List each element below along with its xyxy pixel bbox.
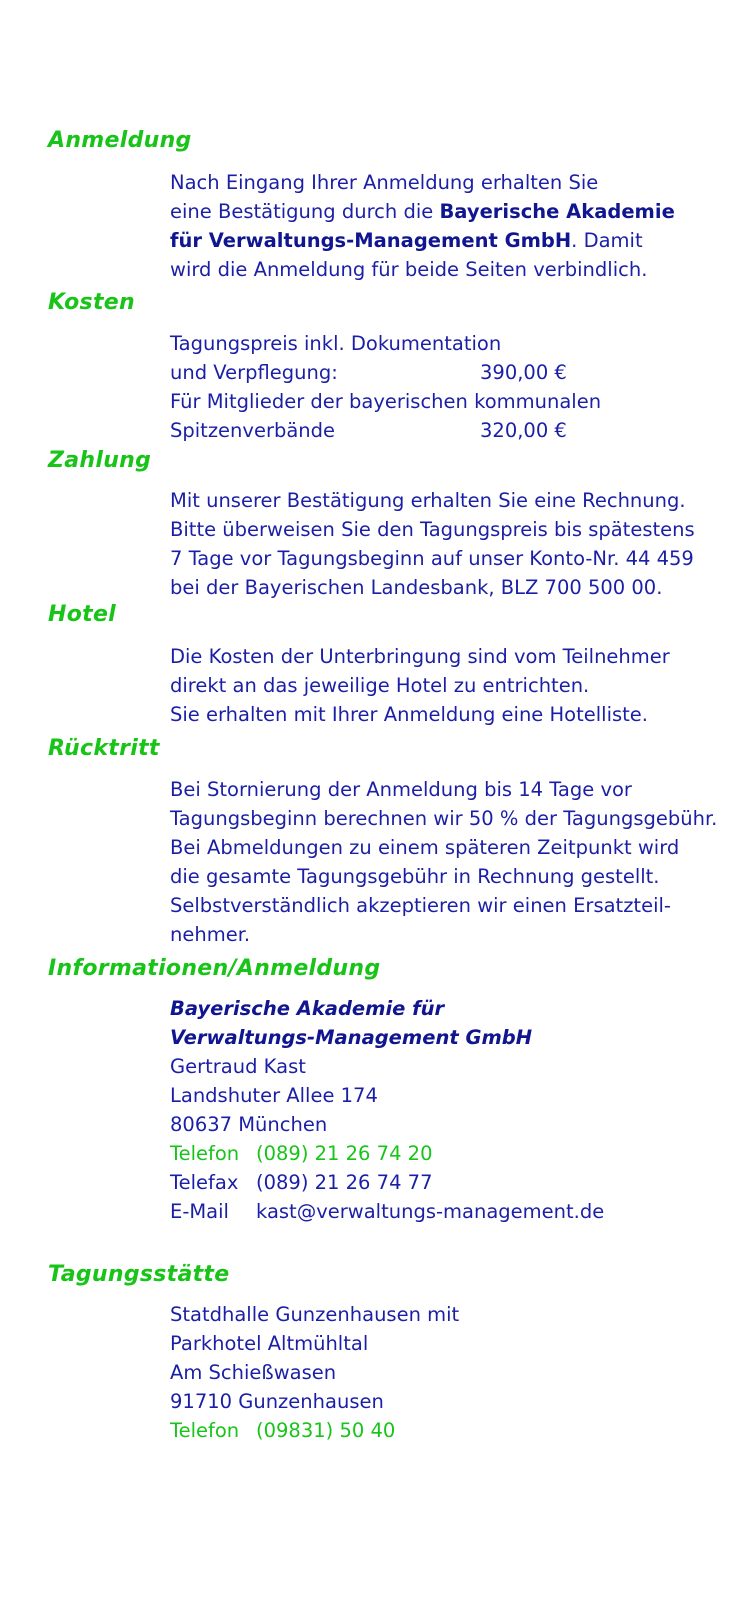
- contact-street: Landshuter Allee 174: [170, 1084, 378, 1107]
- venue-line-2: Parkhotel Altmühltal: [170, 1332, 369, 1355]
- organisation-name-line-2: Verwaltungs-Management GmbH: [170, 1026, 533, 1049]
- anmeldung-line-2: [170, 197, 720, 226]
- anmeldung-line-1: Nach Eingang Ihrer Anmeldung erhalten Sie: [170, 171, 599, 194]
- email-link[interactable]: kast@verwaltungs-management.de: [256, 1200, 605, 1223]
- venue-street: Am Schießwasen: [170, 1361, 337, 1384]
- price-value-standard: 390,00 €: [480, 361, 567, 384]
- section-body-kosten: [170, 329, 720, 445]
- contact-fax-row: [170, 1168, 720, 1197]
- phone-label: Telefon: [170, 1142, 240, 1165]
- venue-city: 91710 Gunzenhausen: [170, 1390, 384, 1413]
- section-heading-zahlung: Zahlung: [48, 448, 152, 473]
- price-row-members: [170, 416, 720, 445]
- hotel-line: Sie erhalten mit Ihrer Anmeldung eine Hotelliste.: [170, 703, 648, 726]
- section-body-zahlung: [170, 486, 720, 602]
- kosten-line-3: Für Mitglieder der bayerischen kommunalen: [170, 390, 602, 413]
- section-body-ruecktritt: [170, 775, 720, 949]
- ruecktritt-line: die gesamte Tagungsgebühr in Rechnung gestellt.: [170, 865, 660, 888]
- venue-phone-row: [170, 1416, 720, 1445]
- venue-line-1: Statdhalle Gunzenhausen mit: [170, 1303, 460, 1326]
- hotel-line: direkt an das jeweilige Hotel zu entrichten.: [170, 674, 590, 697]
- ruecktritt-line: Tagungsbeginn berechnen wir 50 % der Tagungsgebühr.: [170, 807, 718, 830]
- section-heading-ruecktritt: Rücktritt: [48, 736, 160, 761]
- phone-value[interactable]: (089) 21 26 74 20: [256, 1142, 433, 1165]
- section-heading-kosten: Kosten: [48, 290, 135, 315]
- anmeldung-line-3: [170, 226, 720, 255]
- section-body-anmeldung: [170, 168, 720, 284]
- venue-phone-value[interactable]: (09831) 50 40: [256, 1419, 396, 1442]
- section-body-informationen: [170, 994, 720, 1226]
- zahlung-line: Mit unserer Bestätigung erhalten Sie eine Rechnung.: [170, 489, 686, 512]
- academy-name-part-1: Bayerische Akademie: [439, 200, 675, 223]
- zahlung-line: bei der Bayerischen Landesbank, BLZ 700 500 00.: [170, 576, 663, 599]
- contact-phone-row: [170, 1139, 720, 1168]
- section-heading-hotel: Hotel: [48, 602, 117, 627]
- price-label-members: Spitzenverbände: [170, 419, 336, 442]
- contact-email-row: [170, 1197, 720, 1226]
- anmeldung-line-3-suffix: . Damit: [571, 229, 643, 252]
- hotel-line: Die Kosten der Unterbringung sind vom Teilnehmer: [170, 645, 670, 668]
- section-heading-anmeldung: Anmeldung: [48, 128, 192, 153]
- zahlung-line: Bitte überweisen Sie den Tagungspreis bis spätestens: [170, 518, 695, 541]
- price-label-standard: und Verpflegung:: [170, 361, 338, 384]
- zahlung-line: 7 Tage vor Tagungsbeginn auf unser Konto-Nr. 44 459: [170, 547, 694, 570]
- email-label: E-Mail: [170, 1200, 229, 1223]
- academy-name-part-2: für Verwaltungs-Management GmbH: [170, 229, 572, 252]
- price-value-members: 320,00 €: [480, 419, 567, 442]
- section-body-tagungsstaette: [170, 1300, 720, 1445]
- ruecktritt-line: Selbstverständlich akzeptieren wir einen Ersatzteil-: [170, 894, 671, 917]
- ruecktritt-line: nehmer.: [170, 923, 251, 946]
- anmeldung-line-4: wird die Anmeldung für beide Seiten verbindlich.: [170, 258, 648, 281]
- section-body-hotel: [170, 642, 720, 729]
- venue-phone-label: Telefon: [170, 1419, 240, 1442]
- anmeldung-line-2-prefix: eine Bestätigung durch die: [170, 200, 440, 223]
- organisation-name-line-1: Bayerische Akademie für: [170, 997, 445, 1020]
- fax-label: Telefax: [170, 1171, 239, 1194]
- price-row-standard: [170, 358, 720, 387]
- section-heading-informationen: Informationen/Anmeldung: [48, 956, 381, 981]
- contact-person: Gertraud Kast: [170, 1055, 306, 1078]
- section-heading-tagungsstaette: Tagungsstätte: [48, 1262, 230, 1287]
- kosten-line-1: Tagungspreis inkl. Dokumentation: [170, 332, 502, 355]
- ruecktritt-line: Bei Stornierung der Anmeldung bis 14 Tage vor: [170, 778, 632, 801]
- fax-value: (089) 21 26 74 77: [256, 1171, 433, 1194]
- contact-city: 80637 München: [170, 1113, 328, 1136]
- ruecktritt-line: Bei Abmeldungen zu einem späteren Zeitpunkt wird: [170, 836, 680, 859]
